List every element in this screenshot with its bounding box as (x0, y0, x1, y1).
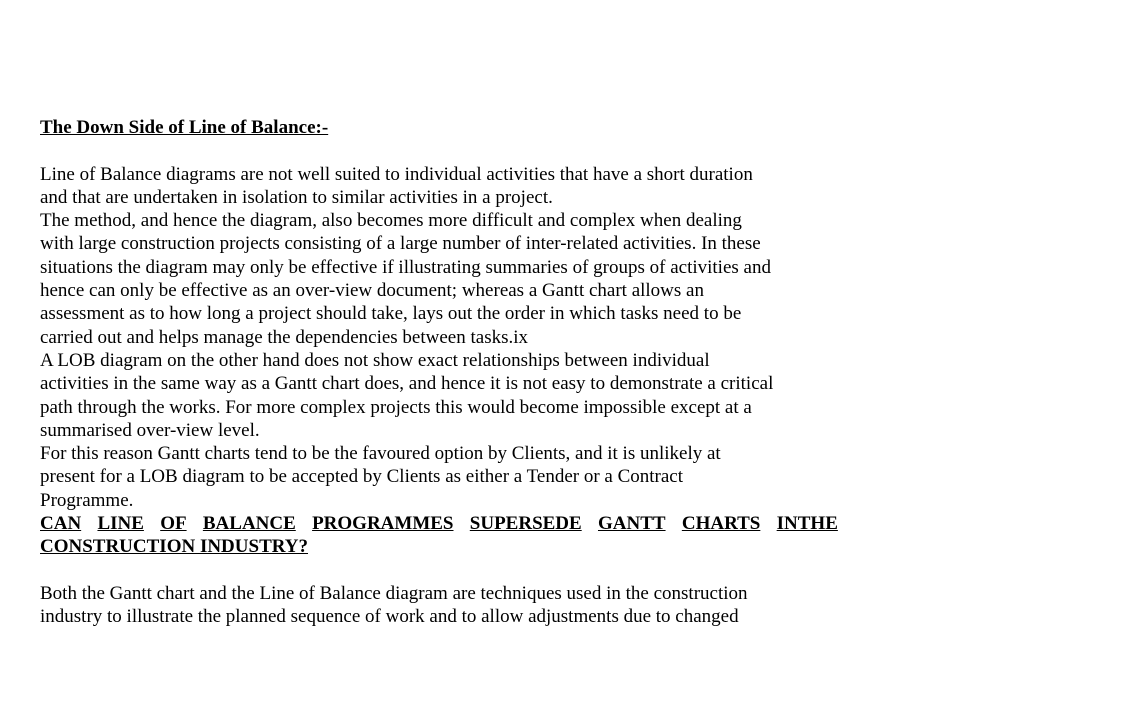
heading-word: SUPERSEDE (469, 513, 582, 535)
blank-line (40, 559, 840, 582)
heading-word: LINE (97, 513, 144, 535)
paragraph-line: path through the works. For more complex projects this would become impossible except at a (40, 396, 752, 418)
paragraph-line: The method, and hence the diagram, also becomes more difficult and complex when dealing (40, 210, 742, 232)
paragraph-line: Programme. (40, 489, 134, 511)
heading-word: BALANCE (202, 513, 296, 535)
paragraph-line: and that are undertaken in isolation to similar activities in a project. (40, 186, 553, 208)
paragraph-line: situations the diagram may only be effective if illustrating summaries of groups of activities and (40, 256, 771, 278)
heading-word: PROGRAMMES (312, 513, 454, 535)
heading-word: OF (160, 513, 187, 535)
paragraph-line: Line of Balance diagrams are not well suited to individual activities that have a short duration (40, 163, 753, 185)
paragraph-line: industry to illustrate the planned sequence of work and to allow adjustments due to changed (40, 606, 739, 628)
section-heading-supersede (40, 512, 840, 535)
paragraph-line: Both the Gantt chart and the Line of Balance diagram are techniques used in the construction (40, 582, 748, 604)
paragraph-line: A LOB diagram on the other hand does not show exact relationships between individual (40, 349, 710, 371)
section-heading-supersede-line1 (40, 512, 838, 535)
paragraph-line: with large construction projects consisting of a large number of inter-related activities. In these (40, 233, 761, 255)
blank-line (40, 139, 840, 162)
paragraph-line: hence can only be effective as an over-view document; whereas a Gantt chart allows an (40, 280, 704, 302)
paragraph-line: For this reason Gantt charts tend to be the favoured option by Clients, and it is unlikely at (40, 443, 721, 465)
heading-word: CHARTS (681, 513, 761, 535)
heading-word: CAN (40, 513, 82, 535)
paragraph-line: present for a LOB diagram to be accepted by Clients as either a Tender or a Contract (40, 466, 684, 488)
paragraph-line: activities in the same way as a Gantt chart does, and hence it is not easy to demonstrate a critical (40, 373, 774, 395)
document-body (40, 116, 840, 629)
section-heading-downside: The Down Side of Line of Balance:- (40, 117, 329, 138)
paragraph-line: carried out and helps manage the dependencies between tasks.ix (40, 326, 529, 348)
section-heading-supersede-line2: CONSTRUCTION INDUSTRY? (40, 536, 309, 558)
heading-word: INTHE (776, 513, 838, 535)
paragraph-line: assessment as to how long a project should take, lays out the order in which tasks need to be (40, 303, 742, 325)
paragraph-line: summarised over-view level. (40, 419, 260, 441)
heading-word: GANTT (597, 513, 666, 535)
